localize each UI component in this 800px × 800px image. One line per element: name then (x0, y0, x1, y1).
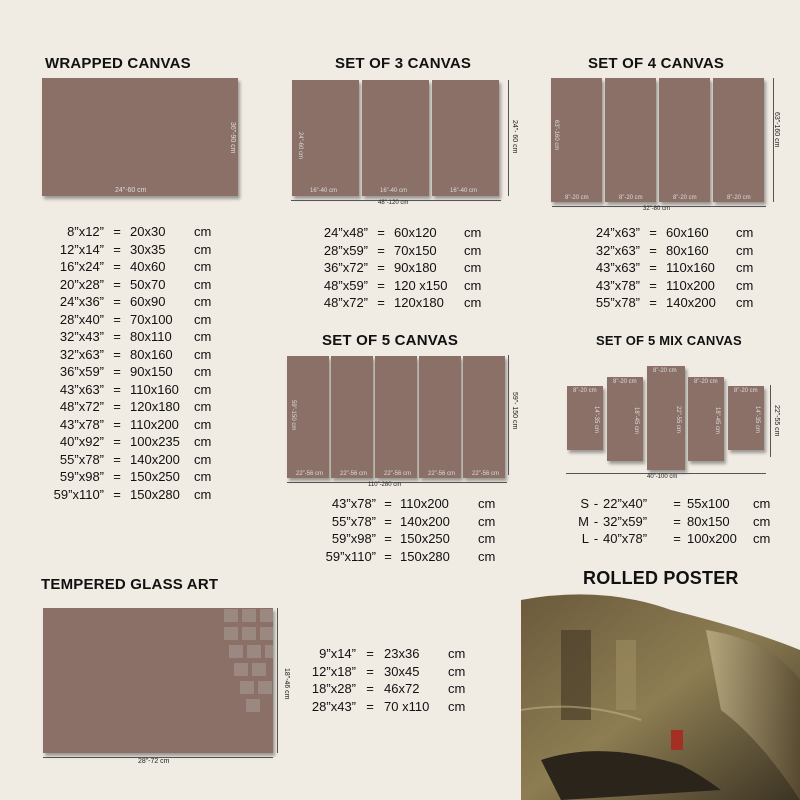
size-cell: cm (464, 242, 482, 258)
size-cell: 80x160 (130, 346, 173, 362)
size-cell: 32”x59” (603, 513, 648, 529)
size-cell: 60x90 (130, 294, 166, 309)
set5-height-line (508, 355, 509, 475)
size-row (320, 224, 484, 242)
size-cell: 110x200 (666, 277, 715, 293)
size-cell: S (580, 496, 589, 511)
size-row (52, 276, 214, 294)
size-cell: 59”x110” (325, 548, 376, 564)
wrapped-canvas-title: WRAPPED CANVAS (45, 55, 191, 72)
size-cell: = (366, 663, 374, 679)
size-cell: cm (464, 277, 482, 293)
size-cell: = (673, 513, 681, 529)
size-cell: = (384, 496, 392, 511)
set3-panel-height-label: 24”-60 cm (297, 132, 303, 160)
size-cell: 110x160 (666, 260, 715, 275)
size-cell: 55x100 (687, 496, 730, 511)
size-cell: cm (464, 295, 482, 310)
set4-height-label: 63”-160 cm (773, 112, 780, 148)
set5mix-panel-height-label: 14”-35 cm (754, 406, 760, 434)
size-row (52, 328, 214, 346)
size-cell: 9”x14” (319, 646, 356, 661)
size-cell: 22”x40” (603, 496, 648, 511)
set5-width-label: 110”-280 cm (368, 482, 402, 488)
size-cell: L (581, 531, 589, 546)
size-cell: 28”x59” (323, 242, 368, 258)
size-cell: 150x280 (400, 548, 450, 564)
size-cell: 55”x78” (331, 513, 376, 529)
size-cell: cm (478, 496, 496, 511)
size-cell: 90x180 (394, 260, 437, 275)
size-row (592, 277, 756, 295)
set4-panel (713, 78, 764, 202)
size-row (306, 680, 468, 698)
set5-panel (331, 356, 373, 478)
set5mix-panel-width-label: 8”-20 cm (653, 368, 677, 374)
set4-panel-width-label: 8”-20 cm (727, 195, 751, 201)
size-row (318, 513, 498, 531)
wrapped-height-label: 36”-90 cm (229, 122, 236, 154)
size-cell: 100x200 (687, 531, 737, 546)
size-cell: 43”x63” (595, 260, 640, 275)
set5-panel-width-label: 22”-56 cm (384, 471, 412, 477)
size-cell: cm (478, 531, 496, 546)
size-cell: cm (194, 311, 212, 327)
size-cell: cm (194, 381, 212, 397)
size-row (52, 381, 214, 399)
size-cell: M (578, 513, 589, 529)
size-cell: 24”x63” (595, 225, 640, 240)
size-cell: = (113, 276, 121, 292)
size-row (577, 495, 777, 513)
size-cell: cm (194, 224, 212, 239)
size-cell: cm (194, 451, 212, 467)
size-cell: = (113, 346, 121, 362)
size-cell: 140x200 (400, 513, 450, 529)
size-cell: cm (478, 513, 496, 529)
size-cell: 120x180 (130, 399, 180, 414)
size-cell: = (113, 434, 121, 449)
size-cell: 48”x72” (323, 295, 368, 310)
size-row (52, 468, 214, 486)
set5mix-size-list (577, 495, 777, 548)
set5mix-panel-height-label: 18”-45 cm (714, 407, 720, 435)
wrapped-width-label: 24”-60 cm (115, 187, 147, 194)
size-cell: 59”x110” (53, 486, 104, 502)
size-cell: cm (736, 277, 754, 293)
size-cell: 23x36 (384, 646, 420, 661)
size-row (306, 645, 468, 663)
size-cell: cm (736, 295, 754, 310)
size-cell: = (377, 225, 385, 240)
set5-panel-width-label: 22”-56 cm (296, 471, 324, 477)
wrapped-canvas-preview (42, 78, 238, 196)
size-row (306, 698, 468, 716)
size-row (577, 513, 777, 531)
size-row (320, 277, 484, 295)
size-cell: cm (194, 259, 212, 274)
size-cell: 110x160 (130, 381, 179, 397)
size-cell: cm (194, 241, 212, 257)
set4-panel-height-label: 63”-160 cm (553, 120, 559, 151)
size-row (577, 530, 777, 548)
size-cell: 80x160 (666, 242, 709, 258)
size-cell: 59”x98” (59, 469, 104, 484)
size-cell: - (593, 496, 599, 511)
set3-size-list (320, 224, 484, 312)
size-cell: cm (194, 346, 212, 362)
size-cell: = (377, 277, 385, 293)
set3-height-label: 24”- 60 cm (511, 120, 518, 154)
set5mix-width-label: 40”-100 cm (647, 474, 678, 480)
set4-title: SET OF 4 CANVAS (588, 55, 725, 72)
size-cell: 20”x28” (59, 276, 104, 292)
size-cell: = (113, 364, 121, 379)
size-cell: = (649, 225, 657, 240)
size-cell: cm (194, 469, 212, 484)
size-cell: = (384, 513, 392, 529)
size-cell: cm (464, 260, 482, 275)
size-cell: 150x250 (400, 531, 450, 546)
set5mix-panel-height-label: 18”-45 cm (633, 407, 639, 435)
glass-height-line (277, 608, 278, 753)
size-cell: cm (194, 364, 212, 379)
set3-panel-width-label: 16”-40 cm (450, 188, 478, 194)
size-row (52, 416, 214, 434)
size-cell: cm (194, 416, 212, 432)
size-cell: = (384, 548, 392, 564)
size-cell: - (593, 531, 599, 546)
size-cell: 140x200 (130, 451, 180, 467)
set4-size-list (592, 224, 756, 312)
size-row (592, 224, 756, 242)
size-cell: = (113, 294, 121, 309)
size-cell: 55”x78” (595, 295, 640, 310)
size-row (320, 242, 484, 260)
size-cell: 24”x48” (323, 225, 368, 240)
size-cell: = (366, 698, 374, 714)
size-cell: 32”x43” (59, 329, 104, 344)
size-cell: = (377, 295, 385, 310)
rolled-poster-image (521, 590, 800, 800)
size-row (52, 346, 214, 364)
size-cell: = (113, 451, 121, 467)
set5mix-height-line (770, 385, 771, 457)
size-row (592, 259, 756, 277)
size-cell: 28”x43” (311, 698, 356, 714)
size-cell: 110x200 (130, 416, 179, 432)
size-cell: 120 x150 (394, 277, 448, 293)
size-row (52, 311, 214, 329)
size-cell: 80x110 (130, 329, 172, 344)
set5-panel-width-label: 22”-56 cm (428, 471, 456, 477)
size-cell: cm (448, 663, 466, 679)
size-cell: 32”x63” (59, 346, 104, 362)
set3-height-line (508, 80, 509, 196)
set4-panel-width-label: 8”-20 cm (619, 195, 643, 201)
size-cell: 40”x92” (59, 434, 104, 449)
size-cell: cm (753, 496, 771, 511)
size-cell: = (113, 329, 121, 344)
size-cell: 24”x36” (59, 294, 104, 309)
set3-panel-width-label: 16”-40 cm (310, 188, 338, 194)
size-cell: cm (478, 548, 496, 564)
set3-panel (432, 80, 499, 196)
size-cell: 12”x14” (59, 241, 104, 257)
size-row (52, 398, 214, 416)
set3-panel (362, 80, 429, 196)
set5-panel-width-label: 22”-56 cm (472, 471, 500, 477)
size-cell: = (113, 469, 121, 484)
set3-panel-width-label: 16”-40 cm (380, 188, 408, 194)
set5mix-panel-width-label: 8”-20 cm (734, 388, 758, 394)
size-cell: = (113, 241, 121, 257)
size-cell: - (593, 513, 599, 529)
set4-width-label: 32”-80 cm (643, 206, 671, 212)
size-row (52, 258, 214, 276)
size-cell: 90x150 (130, 364, 173, 379)
set5-panel (375, 356, 417, 478)
size-cell: cm (753, 513, 771, 529)
size-cell: 48”x72” (59, 399, 104, 414)
size-cell: 100x235 (130, 434, 180, 449)
size-cell: 59”x98” (331, 531, 376, 546)
size-cell: cm (194, 329, 212, 344)
size-cell: 70x100 (130, 311, 173, 327)
size-cell: = (673, 496, 681, 511)
size-cell: 30x35 (130, 241, 166, 257)
size-row (52, 486, 214, 504)
set3-width-label: 48”-120 cm (378, 200, 409, 206)
size-cell: 120x180 (394, 295, 444, 310)
set5-panel-width-label: 22”-56 cm (340, 471, 368, 477)
size-cell: 140x200 (666, 295, 716, 310)
size-cell: 36”x72” (323, 260, 368, 275)
size-cell: cm (194, 399, 212, 414)
glass-reflection-grid (43, 608, 273, 753)
size-cell: 43”x63” (59, 381, 104, 397)
size-row (52, 363, 214, 381)
set5mix-panel-height-label: 22”-55 cm (675, 406, 681, 434)
size-cell: 150x280 (130, 486, 180, 502)
set5-panel-height-label: 59”-150 cm (290, 400, 296, 431)
size-row (52, 223, 214, 241)
size-cell: 60x120 (394, 225, 437, 240)
size-cell: 70 x110 (384, 698, 430, 714)
size-row (592, 242, 756, 260)
size-cell: cm (736, 242, 754, 258)
set3-title: SET OF 3 CANVAS (335, 55, 472, 72)
size-cell: = (377, 260, 385, 275)
size-cell: 12”x18” (311, 663, 356, 679)
size-cell: = (113, 259, 121, 274)
size-cell: 20x30 (130, 224, 166, 239)
size-cell: cm (194, 276, 212, 292)
size-cell: = (384, 531, 392, 546)
size-cell: 36”x59” (59, 364, 104, 379)
size-cell: 18”x28” (311, 681, 356, 696)
size-cell: 43”x78” (331, 496, 376, 511)
size-cell: = (649, 295, 657, 310)
wrapped-size-list (52, 223, 214, 503)
size-cell: cm (448, 698, 466, 714)
size-cell: 50x70 (130, 276, 166, 292)
size-cell: cm (194, 486, 212, 502)
size-cell: cm (736, 260, 754, 275)
size-row (318, 530, 498, 548)
size-cell: cm (753, 531, 771, 546)
size-cell: cm (194, 434, 212, 449)
size-row (52, 433, 214, 451)
size-cell: = (649, 277, 657, 293)
set4-panel-width-label: 8”-20 cm (565, 195, 589, 201)
set4-panel (605, 78, 656, 202)
size-cell: cm (448, 646, 466, 661)
poster-title: ROLLED POSTER (583, 568, 739, 588)
size-row (592, 294, 756, 312)
size-cell: 60x160 (666, 225, 709, 240)
size-row (318, 548, 498, 566)
size-cell: 80x150 (687, 513, 730, 529)
size-cell: = (377, 242, 385, 258)
glass-title: TEMPERED GLASS ART (41, 576, 219, 593)
size-cell: 30x45 (384, 663, 420, 679)
size-cell: 40”x78” (603, 531, 648, 546)
size-cell: = (366, 646, 374, 661)
size-cell: cm (464, 225, 482, 240)
set4-panel-width-label: 8”-20 cm (673, 195, 697, 201)
set5mix-panel-width-label: 8”-20 cm (694, 379, 718, 385)
size-cell: = (113, 381, 121, 397)
size-cell: = (649, 242, 657, 258)
size-row (52, 451, 214, 469)
size-cell: cm (194, 294, 212, 309)
size-cell: = (649, 260, 657, 275)
size-cell: cm (448, 681, 466, 696)
set5mix-panel-width-label: 8”-20 cm (573, 388, 597, 394)
size-cell: = (113, 224, 121, 239)
set5-panel (419, 356, 461, 478)
size-cell: 32”x63” (595, 242, 640, 258)
size-cell: 40x60 (130, 259, 166, 274)
glass-width-label: 28”-72 cm (138, 758, 170, 765)
size-cell: = (113, 486, 121, 502)
size-row (52, 293, 214, 311)
size-row (306, 663, 468, 681)
set4-panel (659, 78, 710, 202)
size-cell: 43”x78” (595, 277, 640, 293)
size-cell: = (366, 681, 374, 696)
size-cell: cm (736, 225, 754, 240)
size-cell: 110x200 (400, 496, 449, 511)
size-cell: 43”x78” (59, 416, 104, 432)
glass-size-list (306, 645, 468, 715)
size-cell: 70x150 (394, 242, 437, 258)
set5mix-title: SET OF 5 MIX CANVAS (596, 333, 742, 348)
glass-preview (43, 608, 273, 753)
set5mix-height-label: 22”-55 cm (773, 405, 780, 437)
size-row (318, 495, 498, 513)
size-cell: 48”x59” (323, 277, 368, 293)
size-cell: 46x72 (384, 681, 420, 696)
size-row (320, 259, 484, 277)
size-cell: = (673, 531, 681, 546)
size-cell: = (113, 416, 121, 432)
set5-panel (463, 356, 505, 478)
set5-size-list (318, 495, 498, 565)
size-row (320, 294, 484, 312)
set5mix-panel-height-label: 14”-35 cm (593, 406, 599, 434)
size-cell: 16”x24” (59, 259, 104, 274)
size-cell: = (113, 311, 121, 327)
set5-title: SET OF 5 CANVAS (322, 332, 459, 349)
size-cell: 28”x40” (59, 311, 104, 327)
size-cell: 150x250 (130, 469, 180, 484)
glass-height-label: 18”-46 cm (283, 668, 290, 700)
size-row (52, 241, 214, 259)
size-cell: = (113, 399, 121, 414)
size-cell: 55”x78” (59, 451, 104, 467)
set5-height-label: 59”- 150 cm (511, 392, 518, 430)
size-cell: 8”x12” (67, 224, 104, 239)
set5mix-panel-width-label: 8”-20 cm (613, 379, 637, 385)
